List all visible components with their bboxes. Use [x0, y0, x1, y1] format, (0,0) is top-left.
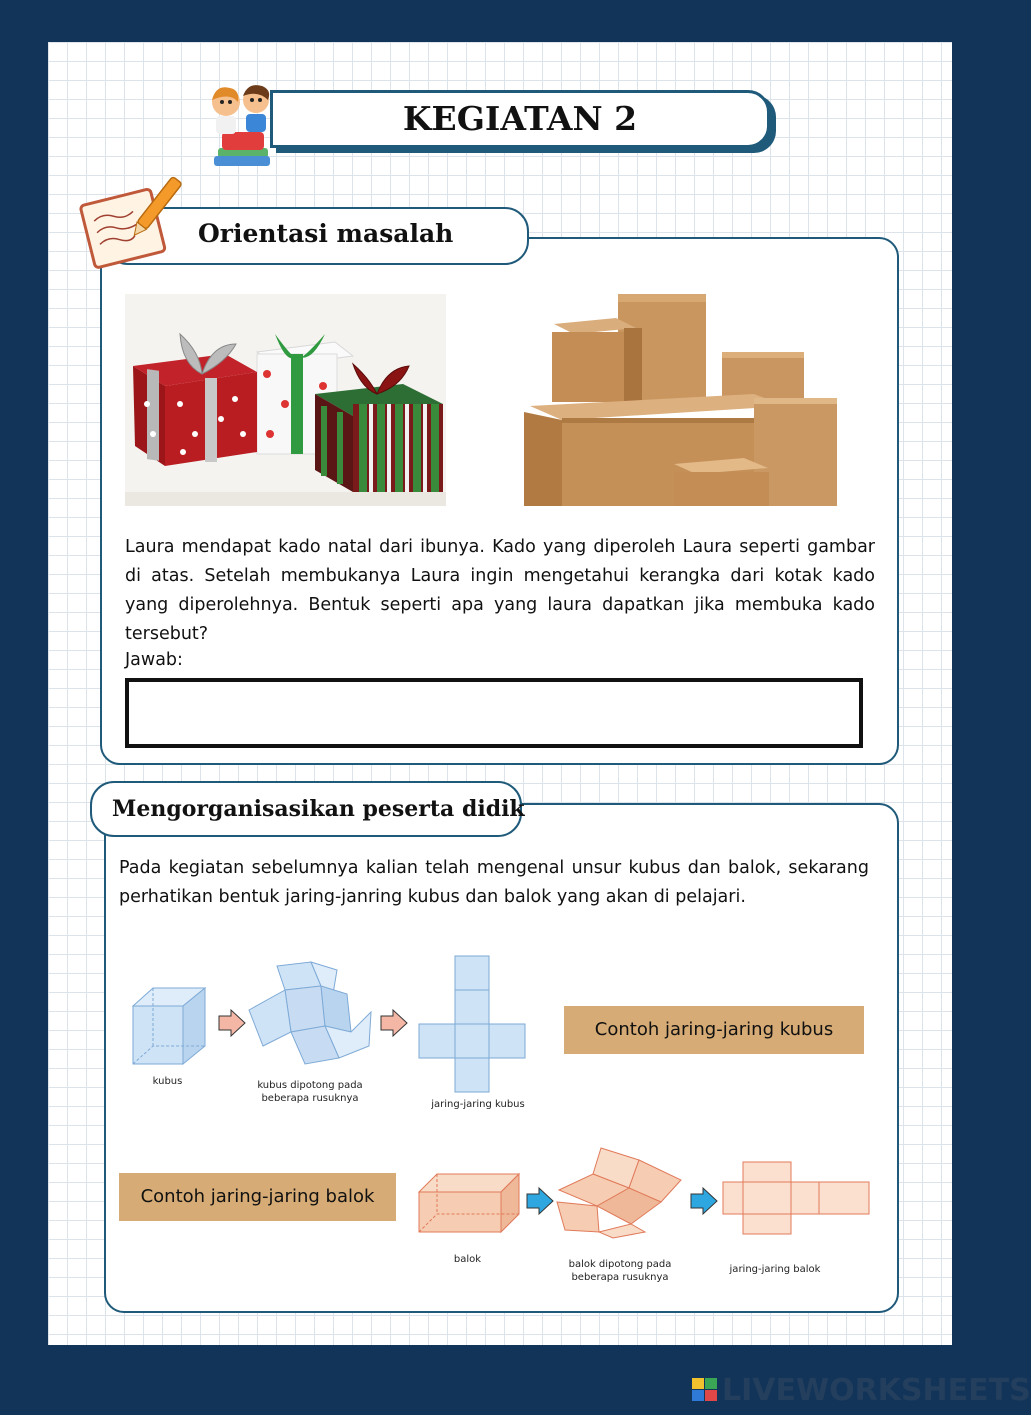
problem-paragraph: Laura mendapat kado natal dari ibunya. Kado yang diperoleh Laura seperti gambar di atas. Setelah membukanya Laura ingin mengetahui kerangka dari kotak kado yang diperolehnya. Bentuk seperti apa yang laura dapatkan jika membuka kado tersebut? — [125, 537, 875, 644]
cube-net-label: Contoh jaring-jaring kubus — [564, 1006, 864, 1054]
answer-label: Jawab: — [125, 650, 183, 670]
liveworksheets-brand: LIVEWORKSHEETS — [722, 1373, 1031, 1408]
caption-kubus: kubus — [152, 1076, 183, 1087]
caption-kubus-net: jaring-jaring kubus — [431, 1099, 525, 1110]
title-banner — [270, 90, 770, 148]
organizing-tab: Mengorganisasikan peserta didik — [90, 781, 522, 837]
caption-balok-net: jaring-jaring balok — [729, 1264, 821, 1275]
answer-input[interactable] — [125, 678, 863, 748]
cardboard-boxes-image — [524, 294, 837, 506]
caption-kubus-cut: kubus dipotong pada beberapa rusuknya — [257, 1080, 363, 1104]
page-title: KEGIATAN 2 — [402, 99, 638, 138]
cuboid-net-label: Contoh jaring-jaring balok — [119, 1173, 396, 1221]
cuboid-net-diagram — [415, 1140, 875, 1250]
christmas-gifts-image — [125, 294, 446, 506]
intro-paragraph: Pada kegiatan sebelumnya kalian telah mengenal unsur kubus dan balok, sekarang perhatikan bentuk jaring-janring kubus dan balok yang akan di pelajari. — [119, 858, 869, 907]
liveworksheets-logo-icon — [690, 1374, 720, 1404]
orientation-tab: Orientasi masalah — [104, 207, 529, 265]
notepad-pen-icon — [74, 170, 178, 276]
caption-balok: balok — [453, 1254, 482, 1265]
caption-balok-cut: balok dipotong pada beberapa rusuknya — [568, 1259, 672, 1283]
